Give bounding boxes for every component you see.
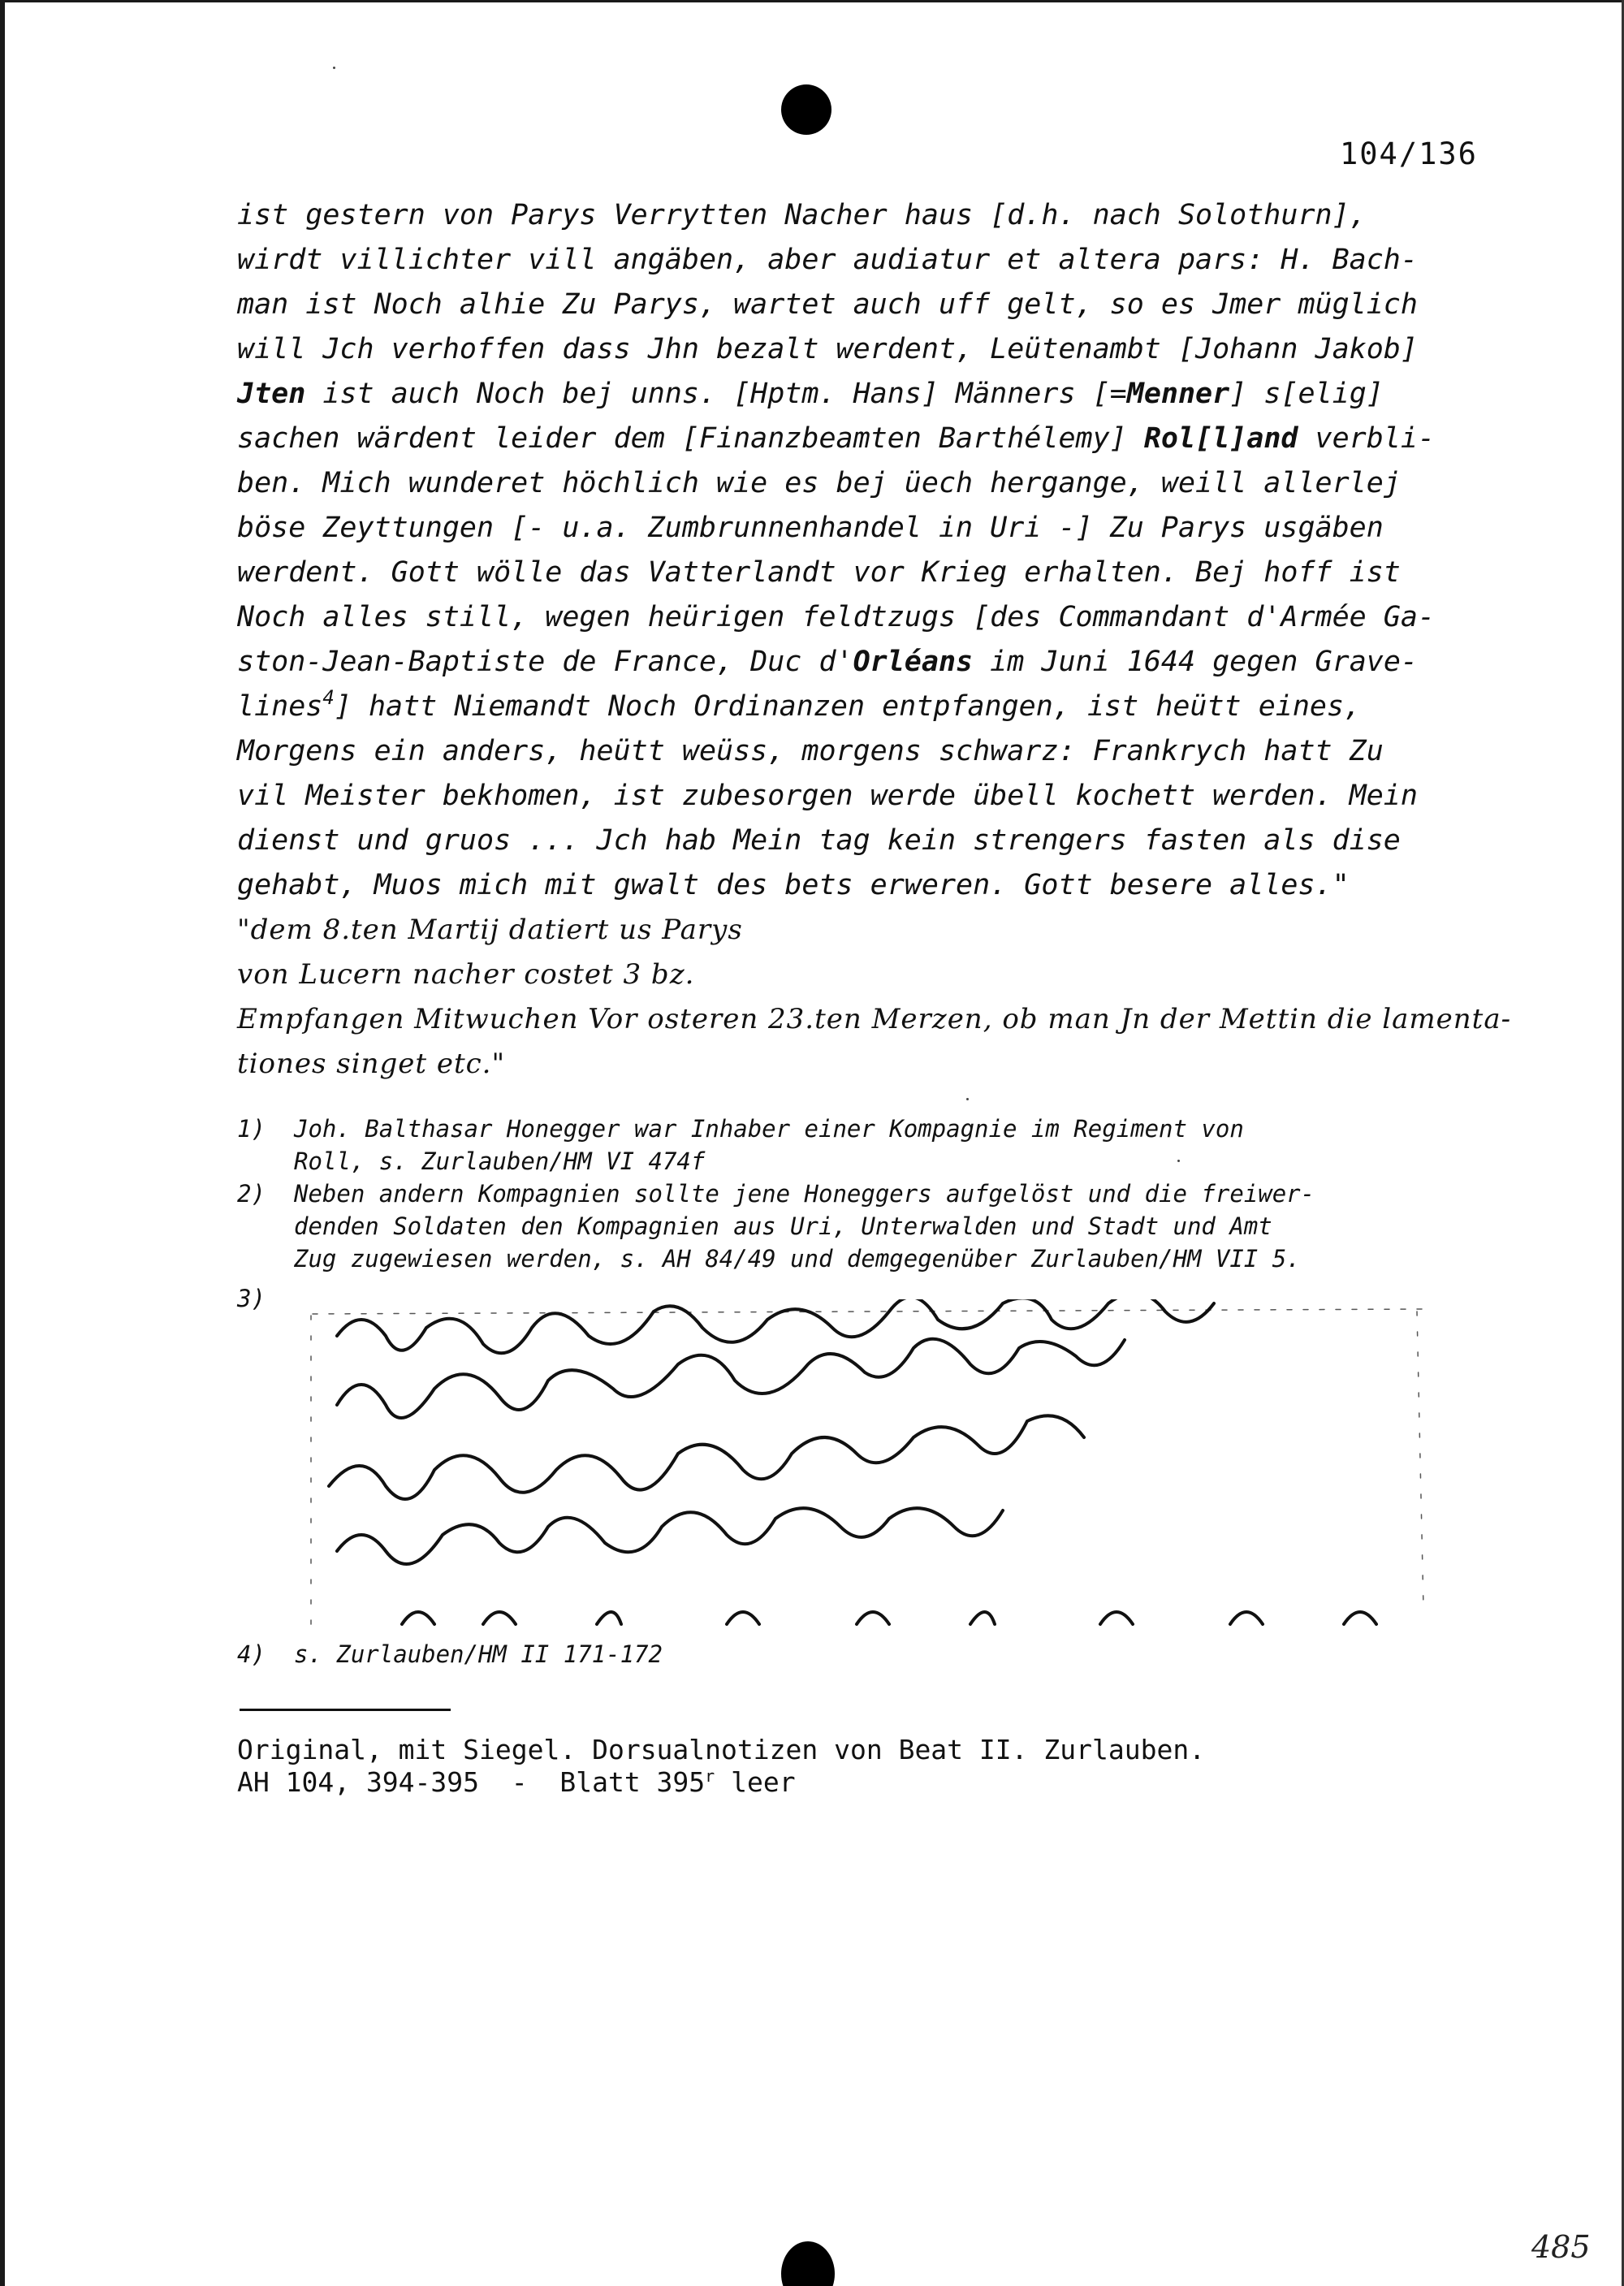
text-segment: gehabt, Muos mich mit gwalt des bets erweren. Gott besere alles.": [237, 869, 1350, 901]
dorsal-note-line: Empfangen Mitwuchen Vor osteren 23.ten Merzen, ob man Jn der Mettin die lamenta-: [237, 1003, 1512, 1035]
bold-name: Jten: [237, 378, 306, 410]
punch-hole-top: [781, 84, 831, 135]
footnote-text: Joh. Balthasar Honegger war Inhaber einer Kompagnie im Regiment von Roll, s. Zurlauben/HM VI 474f: [294, 1115, 1244, 1175]
text-segment: ist gestern von Parys Verrytten Nacher haus [d.h. nach Solothurn],: [237, 199, 1367, 231]
footnote-number: 2): [237, 1180, 266, 1208]
text-line: [237, 461, 1488, 506]
text-segment: werdent. Gott wölle das Vatterlandt vor Krieg erhalten. Bej hoff ist: [237, 556, 1401, 589]
text-segment: vil Meister bekhomen, ist zubesorgen werde übell kochett werden. Mein: [237, 780, 1418, 812]
text-line: [237, 863, 1488, 908]
text-segment: sachen wärdent leider dem [Finanzbeamten Barthélemy]: [237, 422, 1144, 455]
scan-speck: [966, 1098, 969, 1100]
text-line: [237, 283, 1488, 327]
punch-hole-bottom: [781, 2241, 835, 2286]
text-line: [237, 729, 1488, 774]
text-segment: dienst und gruos ... Jch hab Mein tag kein strengers fasten als dise: [237, 824, 1401, 857]
dorsal-note-line: "dem 8.ten Martij datiert us Parys: [237, 914, 743, 946]
dorsal-note-transcription: [237, 908, 1512, 1087]
text-segment: ] s[elig]: [1229, 378, 1384, 410]
source-line-1: Original, mit Siegel. Dorsualnotizen von Beat II. Zurlauben.: [237, 1734, 1206, 1765]
text-segment: Morgens ein anders, heütt weüss, morgens schwarz: Frankrych hatt Zu: [237, 735, 1384, 767]
text-segment: lines: [237, 690, 323, 723]
text-line: [237, 685, 1488, 729]
text-line: [237, 193, 1488, 238]
text-segment: ston-Jean-Baptiste de France, Duc d': [237, 646, 853, 678]
footnote-text: s. Zurlauben/HM II 171-172: [294, 1640, 663, 1668]
scan-speck: [333, 67, 335, 69]
text-segment: verbli-: [1298, 422, 1436, 455]
text-line: [237, 372, 1488, 417]
text-line: [237, 238, 1488, 283]
text-line: [237, 327, 1488, 372]
text-line: [237, 819, 1488, 863]
dorsal-note-line: tiones singet etc.": [237, 1048, 506, 1080]
footnote-text: Neben andern Kompagnien sollte jene Honeggers aufgelöst und die freiwer- denden Soldaten den Kompagnien aus Uri, Unterwalden und Stadt und Amt Zug zugewiesen werden, s. AH 84/49 und demgegenüber Zurlauben/HM VII 5.: [294, 1180, 1315, 1273]
text-line: [237, 417, 1488, 461]
footnote-number: 1): [237, 1115, 266, 1143]
footnote-reference: 4: [322, 686, 335, 709]
scan-border-left: [0, 0, 5, 2286]
bold-name: Orléans: [853, 646, 974, 678]
text-line: [237, 595, 1488, 640]
text-line: [237, 551, 1488, 595]
footnote-4: [237, 1640, 663, 1668]
bold-name: Rol[l]and: [1143, 422, 1298, 455]
text-segment: will Jch verhoffen dass Jhn bezalt werdent, Leütenambt [Johann Jakob]: [237, 333, 1418, 365]
text-segment: Noch alles still, wegen heürigen feldtzugs [des Commandant d'Armée Ga-: [237, 601, 1436, 633]
separator-rule: [240, 1709, 451, 1711]
footnote-2: [237, 1178, 1504, 1275]
footnote-3-number: 3): [237, 1285, 266, 1312]
text-segment: ben. Mich wunderet höchlich wie es bej üech hergange, weill allerlej: [237, 467, 1401, 499]
page-number: 104/136: [1340, 136, 1478, 171]
text-line: [237, 640, 1488, 685]
handwritten-excerpt-image: [304, 1299, 1433, 1640]
letter-transcription: [237, 193, 1488, 908]
dorsal-note-line: von Lucern nacher costet 3 bz.: [237, 958, 695, 991]
footnote-number: 4): [237, 1640, 266, 1668]
source-line-2: AH 104, 394-395 - Blatt 395$^r$ leer: [237, 1766, 796, 1798]
text-line: [237, 506, 1488, 551]
source-note: [237, 1734, 1205, 1799]
bold-name: Menner: [1126, 378, 1230, 410]
text-segment: man ist Noch alhie Zu Parys, wartet auch uff gelt, so es Jmer müglich: [237, 288, 1418, 321]
scan-border-top: [0, 0, 1624, 2]
text-line: [237, 774, 1488, 819]
text-segment: böse Zeyttungen [- u.a. Zumbrunnenhandel in Uri -] Zu Parys usgäben: [237, 512, 1384, 544]
text-segment: im Juni 1644 gegen Grave-: [973, 646, 1418, 678]
footnote-1: [237, 1113, 1504, 1178]
footnotes: [237, 1113, 1504, 1275]
handwritten-folio-number: 485: [1531, 2229, 1591, 2265]
text-segment: ] hatt Niemandt Noch Ordinanzen entpfangen, ist heütt eines,: [334, 690, 1362, 723]
text-segment: ist auch Noch bej unns. [Hptm. Hans] Männers [=: [305, 378, 1127, 410]
text-segment: wirdt villichter vill angäben, aber audiatur et altera pars: H. Bach-: [237, 244, 1418, 276]
